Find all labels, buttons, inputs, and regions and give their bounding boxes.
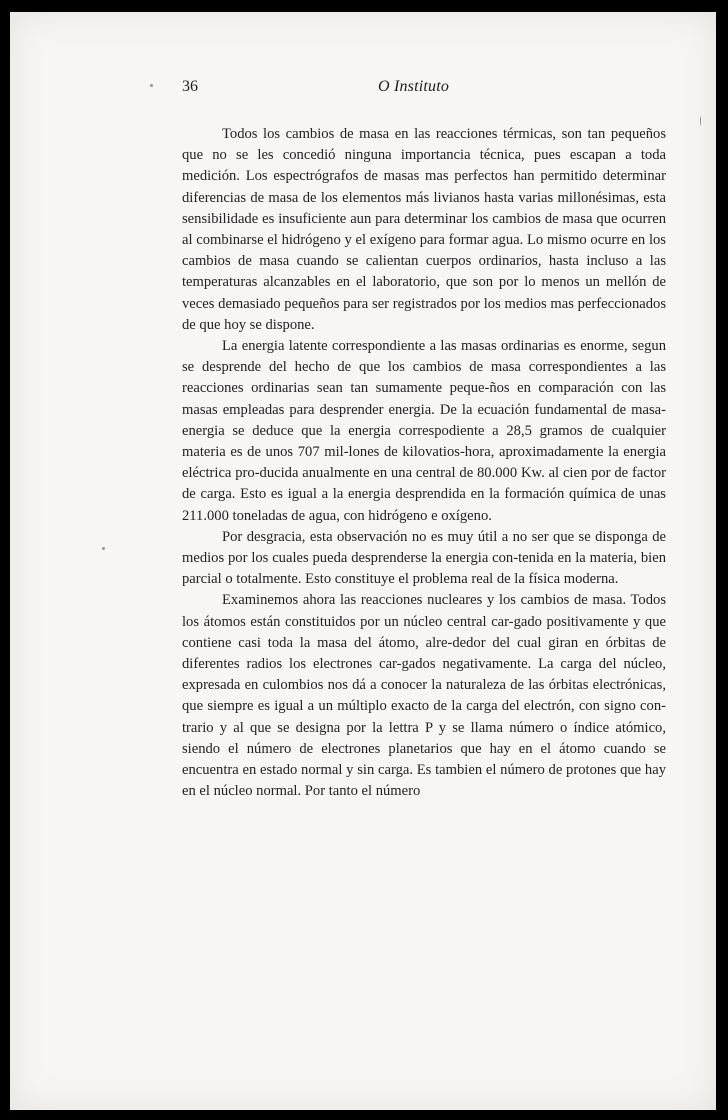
scan-speck (700, 116, 701, 126)
paragraph-latent-energy: La energia latente correspondiente a las masas ordinarias es enorme, segun se desprende del hecho de que los cambios de masa correspondientes a las reacciones ordinarias sean tan sumamente peque-ños en comparación con las masas empleadas para desprender energia. De la ecuación fundamental de masa-energia se deduce que la energia correspodiente a 28,5 gramos de cualquier materia es de unos 707 mil-lones de kilovatios-hora, aproximadamente la energia eléctrica pro-ducida anualmente en una central de 80.000 Kw. al cien por de factor de carga. Esto es igual a la energia desprendida en la formación química de unas 211.000 toneladas de agua, con hidrógeno e oxígeno. (182, 338, 666, 524)
scan-speck (102, 547, 105, 550)
scan-speck (150, 84, 153, 87)
scanned-page (10, 12, 716, 1110)
body-text (182, 124, 666, 803)
paragraph-nuclear-reactions: Examinemos ahora las reacciones nucleares y los cambios de masa. Todos los átomos están constituidos por un núcleo central car-gado positivamente y que contiene casi toda la masa del átomo, alre-dedor del cual giran en órbitas de diferentes radios los electrones car-gados negativamente. La carga del núcleo, expresada en culombios nos dá a conocer la naturaleza de las órbitas electrónicas, que siempre es igual a un múltiplo exacto de la carga del electrón, con signo con-trario y al que se designa por la lettra P y se llama número o índice atómico, siendo el número de electrones planetarios que hay en el átomo cuando se encuentra en estado normal y sin carga. Es tambien el número de protones que hay en el núcleo normal. Por tanto el número (182, 592, 666, 800)
paragraph-unfortunately: Por desgracia, esta observación no es muy útil a no ser que se disponga de medios por los cuales pueda desprenderse la energia con-tenida en la materia, bien parcial o totalmente. Esto constituye el problema real de la física moderna. (182, 528, 666, 588)
page-header (182, 78, 666, 102)
running-title: O Instituto (378, 78, 450, 95)
paragraph-mass-changes: Todos los cambios de masa en las reacciones térmicas, son tan pequeños que no se les concedió ninguna importancia técnica, pues escapan a toda medición. Los espectrógrafos de masas mas perfectos han permitido determinar diferencias de masa de los elementos más livianos hasta varias millonésimas, esta sensibilidade es insuficiente aun para determinar los cambios de masa que ocurren al combinarse el hidrógeno y el exígeno para formar agua. Lo mismo ocurre en los cambios de masa cuando se calientan cuerpos ordinarios, hasta incluso a las temperaturas alcanzables en el laboratorio, que son por lo menos un mellón de veces demasiado pequeños para ser registrados por los medios mas perfeccionados de que hoy se dispone. (182, 126, 666, 333)
page-number: 36 (182, 78, 198, 95)
